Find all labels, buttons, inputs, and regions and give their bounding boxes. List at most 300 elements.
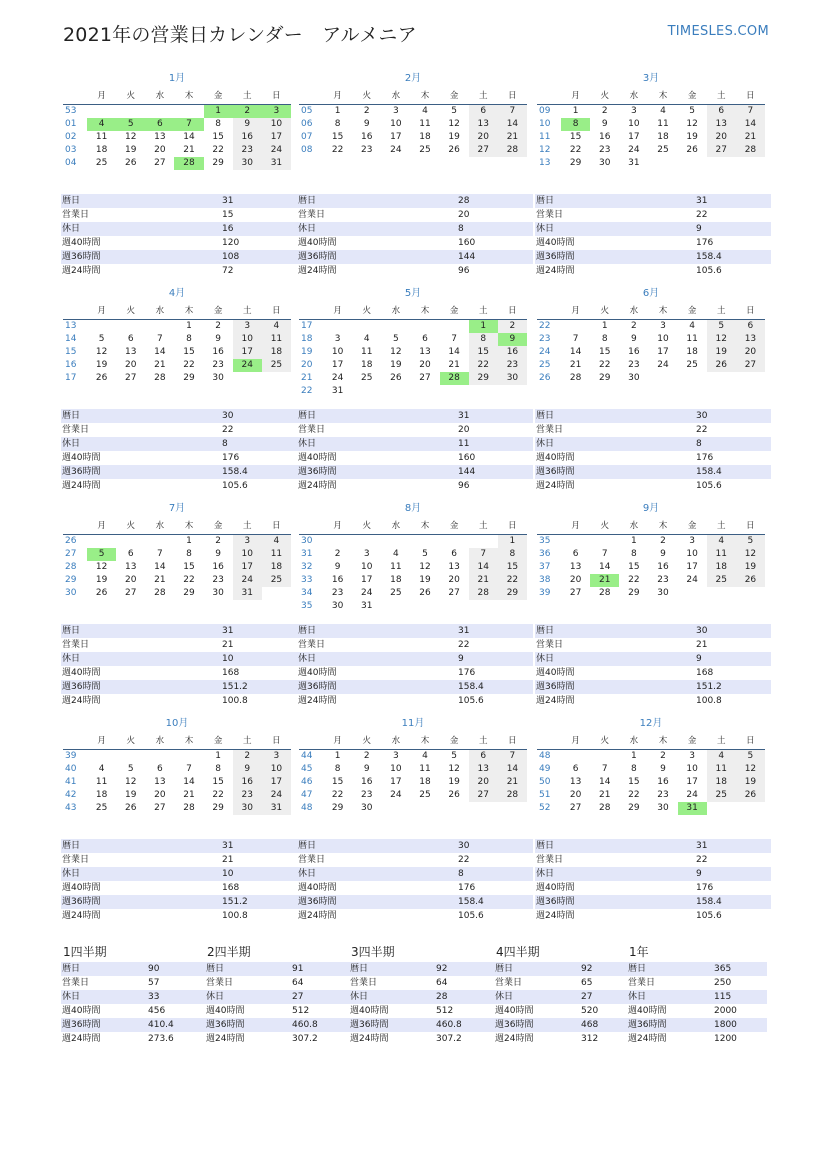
day-cell [174, 750, 203, 763]
day-cell: 16 [657, 777, 669, 787]
stat-row [205, 1018, 349, 1032]
stat-label: 営業日 [298, 210, 326, 220]
weekday-header: 金 [678, 519, 707, 535]
stat-label: 週40時間 [628, 1006, 667, 1016]
day-cell [561, 750, 590, 763]
stat-value: 273.6 [148, 1034, 174, 1044]
day-cell [736, 587, 765, 600]
day-cell: 1 [334, 751, 341, 761]
stat-row [349, 976, 494, 990]
day-cell: 31 [262, 157, 291, 170]
day-cell: 3 [689, 751, 695, 761]
stat-label: 週24時間 [495, 1034, 534, 1044]
week-number: 36 [539, 549, 551, 559]
stat-label: 週40時間 [298, 238, 337, 248]
stat-value: 105.6 [458, 911, 484, 921]
day-cell: 29 [628, 803, 640, 813]
day-cell: 13 [469, 763, 498, 776]
stat-value: 64 [292, 978, 304, 988]
day-cell: 19 [124, 145, 137, 155]
stat-row [297, 680, 533, 694]
week-number: 09 [539, 106, 551, 116]
day-cell: 2 [601, 106, 608, 116]
day-cell [410, 802, 439, 815]
weekday-header: 土 [469, 519, 498, 535]
day-cell: 3 [262, 105, 291, 118]
day-cell: 14 [736, 118, 765, 131]
day-cell: 26 [95, 588, 108, 598]
day-cell: 29 [183, 373, 195, 383]
day-cell: 15 [628, 777, 640, 787]
week-number: 10 [539, 119, 551, 129]
day-cell [174, 105, 203, 118]
week-number-header [537, 304, 561, 320]
day-cell: 20 [469, 131, 498, 144]
stat-value: 176 [696, 883, 714, 893]
week-number: 21 [301, 373, 313, 383]
week-number: 32 [301, 562, 313, 572]
weekday-header: 火 [590, 519, 619, 535]
day-cell: 11 [262, 333, 291, 346]
day-cell: 26 [124, 158, 137, 168]
stat-label: 営業日 [536, 425, 564, 435]
stat-value: 31 [222, 196, 234, 206]
stat-value: 100.8 [222, 911, 248, 921]
day-cell: 22 [628, 790, 640, 800]
stat-row [297, 423, 533, 437]
week-number-header [299, 519, 323, 535]
stat-row [61, 962, 205, 976]
stat-label: 休日 [62, 654, 81, 664]
stat-label: 週24時間 [298, 481, 337, 491]
day-cell: 5 [736, 750, 765, 763]
day-cell: 20 [569, 575, 582, 585]
stat-value: 105.6 [696, 481, 722, 491]
stat-value: 456 [148, 1006, 166, 1016]
day-cell [440, 385, 469, 398]
day-cell: 4 [422, 106, 428, 116]
stat-row [297, 465, 533, 479]
weekday-header: 火 [352, 89, 381, 105]
stat-row [297, 208, 533, 222]
day-cell [352, 385, 381, 398]
weekday-header: 日 [498, 519, 527, 535]
day-cell: 24 [657, 360, 669, 370]
day-cell: 24 [233, 359, 262, 372]
stat-value: 108 [222, 252, 240, 262]
day-cell: 15 [569, 132, 582, 142]
weekday-header: 土 [707, 734, 736, 750]
stat-value: 27 [292, 992, 304, 1002]
day-cell: 16 [628, 347, 640, 357]
month-grid [63, 734, 291, 815]
day-cell: 3 [392, 106, 399, 116]
day-cell: 17 [360, 575, 373, 585]
stat-row [627, 1004, 767, 1018]
day-cell [145, 320, 174, 333]
month-name: 6月 [642, 288, 660, 299]
stat-row [349, 1032, 494, 1046]
stat-value: 8 [222, 439, 228, 449]
stat-label: 営業日 [62, 425, 90, 435]
stat-label: 週36時間 [62, 467, 101, 477]
day-cell: 15 [331, 777, 344, 787]
stat-label: 週36時間 [62, 682, 101, 692]
stat-value: 100.8 [696, 696, 722, 706]
day-cell [440, 600, 469, 613]
day-cell: 8 [186, 334, 192, 344]
day-cell: 17 [390, 132, 402, 142]
day-cell [590, 750, 619, 763]
day-cell: 2 [363, 106, 370, 116]
day-cell: 29 [212, 803, 224, 813]
stat-label: 暦日 [62, 196, 81, 206]
day-cell [469, 802, 498, 815]
day-cell: 4 [392, 549, 399, 559]
stat-label: 休日 [206, 992, 225, 1002]
stat-value: 158.4 [222, 467, 248, 477]
day-cell: 20 [707, 131, 736, 144]
stat-value: 30 [222, 411, 234, 421]
stat-label: 休日 [536, 869, 555, 879]
stat-row [535, 479, 771, 493]
week-number: 39 [539, 588, 551, 598]
stat-row [535, 208, 771, 222]
stat-row [297, 409, 533, 423]
stat-value: 92 [436, 964, 448, 974]
day-cell [262, 372, 291, 385]
stat-value: 22 [222, 425, 234, 435]
day-cell: 24 [360, 588, 373, 598]
weekday-header: 水 [619, 519, 648, 535]
day-cell: 23 [212, 575, 224, 585]
day-cell: 30 [360, 803, 373, 813]
day-cell: 3 [262, 750, 291, 763]
day-cell [116, 320, 145, 333]
weekday-header: 土 [707, 304, 736, 320]
day-cell: 31 [360, 601, 373, 611]
stat-row [297, 909, 533, 923]
brand-logo-link[interactable]: TIMESLES.COM [667, 24, 769, 39]
stat-label: 暦日 [536, 841, 555, 851]
stat-label: 週24時間 [62, 911, 101, 921]
stat-row [627, 1018, 767, 1032]
day-cell: 31 [262, 802, 291, 815]
stat-row [297, 694, 533, 708]
day-cell [410, 320, 439, 333]
day-cell: 28 [469, 587, 498, 600]
day-cell: 4 [87, 118, 116, 131]
day-cell: 21 [154, 360, 166, 370]
day-cell: 1 [186, 536, 192, 546]
day-cell: 22 [498, 574, 527, 587]
week-number: 16 [65, 360, 77, 370]
stat-row [627, 962, 767, 976]
weekday-header: 水 [619, 304, 648, 320]
day-cell: 29 [212, 158, 224, 168]
stat-value: 151.2 [696, 682, 722, 692]
stat-label: 休日 [628, 992, 647, 1002]
stat-label: 週36時間 [62, 1020, 101, 1030]
month-calendar [537, 72, 765, 170]
stat-row [535, 250, 771, 264]
stat-value: 96 [458, 266, 470, 276]
stat-label: 週40時間 [495, 1006, 534, 1016]
day-cell: 17 [686, 562, 698, 572]
week-number: 22 [539, 321, 551, 331]
week-number: 19 [301, 347, 313, 357]
weekday-header: 日 [736, 304, 765, 320]
weekday-header: 金 [204, 734, 233, 750]
day-cell: 22 [331, 790, 344, 800]
stat-row [205, 962, 349, 976]
weekday-header: 火 [116, 734, 145, 750]
day-cell: 24 [390, 145, 402, 155]
day-cell: 18 [262, 346, 291, 359]
stat-row [494, 1018, 627, 1032]
stat-value: 176 [222, 453, 240, 463]
day-cell [469, 600, 498, 613]
day-cell: 16 [598, 132, 611, 142]
month-grid [299, 734, 527, 815]
day-cell: 30 [331, 601, 344, 611]
stat-value: 57 [148, 978, 160, 988]
stat-label: 週36時間 [536, 682, 575, 692]
day-cell: 31 [331, 386, 344, 396]
stat-label: 週24時間 [298, 266, 337, 276]
day-cell: 6 [127, 334, 134, 344]
weekday-header: 木 [410, 89, 439, 105]
day-cell: 12 [124, 132, 137, 142]
weekday-header: 月 [561, 89, 590, 105]
stat-value: 105.6 [458, 696, 484, 706]
month-grid [63, 304, 291, 385]
stat-row [627, 976, 767, 990]
stat-row [535, 409, 771, 423]
week-number-header [63, 519, 87, 535]
week-number: 48 [301, 803, 313, 813]
day-cell: 1 [498, 535, 527, 548]
day-cell: 21 [469, 574, 498, 587]
day-cell: 17 [628, 132, 640, 142]
day-cell: 21 [183, 790, 195, 800]
stat-row [535, 465, 771, 479]
weekday-header: 木 [174, 519, 203, 535]
week-number: 29 [65, 575, 77, 585]
day-cell: 11 [419, 764, 431, 774]
day-cell: 6 [572, 764, 579, 774]
day-cell: 26 [95, 373, 108, 383]
stat-row [627, 990, 767, 1004]
stat-row [535, 638, 771, 652]
stat-label: 週36時間 [298, 682, 337, 692]
stat-label: 週36時間 [298, 897, 337, 907]
stat-row [494, 1032, 627, 1046]
day-cell: 1 [334, 106, 341, 116]
stat-row [297, 867, 533, 881]
stat-label: 週36時間 [62, 897, 101, 907]
month-grid [63, 89, 291, 170]
day-cell: 17 [657, 347, 669, 357]
day-cell [678, 372, 707, 385]
stat-value: 512 [436, 1006, 454, 1016]
week-number: 07 [301, 132, 313, 142]
day-cell: 12 [124, 777, 137, 787]
day-cell: 12 [707, 333, 736, 346]
day-cell: 11 [262, 548, 291, 561]
stat-value: 21 [222, 640, 234, 650]
day-cell: 7 [156, 334, 163, 344]
day-cell: 19 [95, 360, 108, 370]
day-cell: 18 [419, 132, 431, 142]
day-cell: 13 [448, 562, 460, 572]
day-cell: 26 [419, 588, 431, 598]
weekday-header: 木 [410, 304, 439, 320]
weekday-header: 火 [352, 304, 381, 320]
month-name: 9月 [642, 503, 660, 514]
day-cell: 11 [657, 119, 669, 129]
stat-row [61, 895, 297, 909]
day-cell: 6 [156, 764, 163, 774]
month-grid [537, 304, 765, 385]
day-cell: 27 [124, 588, 137, 598]
day-cell: 22 [183, 575, 195, 585]
stat-label: 暦日 [536, 196, 555, 206]
day-cell: 1 [601, 321, 608, 331]
day-cell: 30 [598, 158, 611, 168]
day-cell: 5 [422, 549, 428, 559]
weekday-header: 水 [381, 304, 410, 320]
stat-row [61, 909, 297, 923]
stat-value: 1200 [714, 1034, 737, 1044]
day-cell: 18 [262, 561, 291, 574]
day-cell: 27 [569, 803, 582, 813]
stat-label: 暦日 [206, 964, 225, 974]
week-number: 50 [539, 777, 551, 787]
day-cell: 24 [233, 574, 262, 587]
weekday-header: 火 [352, 519, 381, 535]
stat-label: 営業日 [536, 855, 564, 865]
weekday-header: 土 [233, 304, 262, 320]
day-cell: 3 [660, 321, 666, 331]
stat-value: 144 [458, 252, 476, 262]
day-cell: 27 [419, 373, 431, 383]
day-cell: 1 [186, 321, 192, 331]
day-cell: 9 [215, 334, 221, 344]
day-cell: 26 [390, 373, 402, 383]
stat-label: 休日 [62, 224, 81, 234]
quarter-stats [627, 962, 767, 1046]
day-cell: 3 [334, 334, 341, 344]
stat-row [494, 1004, 627, 1018]
weekday-header: 日 [736, 734, 765, 750]
week-number: 47 [301, 790, 313, 800]
stat-value: 96 [458, 481, 470, 491]
day-cell: 10 [233, 333, 262, 346]
day-cell: 27 [569, 588, 582, 598]
weekday-header: 水 [145, 519, 174, 535]
weekday-header: 月 [87, 519, 116, 535]
day-cell: 24 [390, 790, 402, 800]
stat-label: 休日 [495, 992, 514, 1002]
week-number: 30 [301, 536, 313, 546]
stat-value: 158.4 [458, 897, 484, 907]
day-cell [561, 320, 590, 333]
week-number: 13 [65, 321, 77, 331]
stat-value: 8 [458, 869, 464, 879]
quarter-stats [61, 962, 205, 1046]
quarter-title: 3四半期 [351, 945, 395, 959]
stat-label: 暦日 [628, 964, 647, 974]
day-cell: 25 [262, 359, 291, 372]
day-cell [381, 535, 410, 548]
week-number: 08 [301, 145, 313, 155]
month-stats [61, 409, 297, 493]
day-cell: 20 [569, 790, 582, 800]
day-cell: 31 [628, 158, 640, 168]
week-number: 23 [539, 334, 551, 344]
stat-row [535, 451, 771, 465]
stat-row [535, 666, 771, 680]
month-name: 4月 [168, 288, 186, 299]
day-cell: 4 [262, 535, 291, 548]
day-cell: 5 [736, 535, 765, 548]
stat-label: 週24時間 [536, 696, 575, 706]
stat-row [297, 236, 533, 250]
stat-label: 休日 [62, 439, 81, 449]
day-cell [736, 372, 765, 385]
day-cell: 3 [689, 536, 695, 546]
day-cell: 10 [686, 764, 698, 774]
stat-row [61, 1018, 205, 1032]
stat-label: 週24時間 [536, 266, 575, 276]
day-cell: 6 [469, 105, 498, 118]
stat-label: 週36時間 [495, 1020, 534, 1030]
week-number-header [63, 734, 87, 750]
day-cell [648, 157, 677, 170]
stat-row [205, 976, 349, 990]
day-cell: 9 [233, 763, 262, 776]
day-cell: 22 [628, 575, 640, 585]
day-cell: 18 [95, 145, 108, 155]
stat-value: 90 [148, 964, 160, 974]
stat-label: 営業日 [298, 425, 326, 435]
stat-label: 営業日 [298, 640, 326, 650]
day-cell: 6 [451, 549, 457, 559]
day-cell [410, 600, 439, 613]
quarter-stats [494, 962, 627, 1046]
week-number: 26 [65, 536, 77, 546]
day-cell: 14 [569, 347, 582, 357]
day-cell: 8 [186, 549, 192, 559]
stat-value: 30 [696, 626, 708, 636]
day-cell: 27 [124, 373, 137, 383]
day-cell: 30 [233, 802, 262, 815]
month-name: 11月 [401, 718, 425, 729]
stat-value: 168 [222, 668, 240, 678]
day-cell: 11 [707, 763, 736, 776]
month-stats [535, 194, 771, 278]
day-cell: 9 [363, 119, 370, 129]
week-number: 46 [301, 777, 313, 787]
day-cell: 23 [628, 360, 640, 370]
quarter-title: 1四半期 [63, 945, 107, 959]
day-cell: 23 [212, 360, 224, 370]
day-cell: 28 [174, 157, 203, 170]
weekday-header: 木 [174, 89, 203, 105]
stat-row [535, 909, 771, 923]
day-cell: 17 [233, 346, 262, 359]
